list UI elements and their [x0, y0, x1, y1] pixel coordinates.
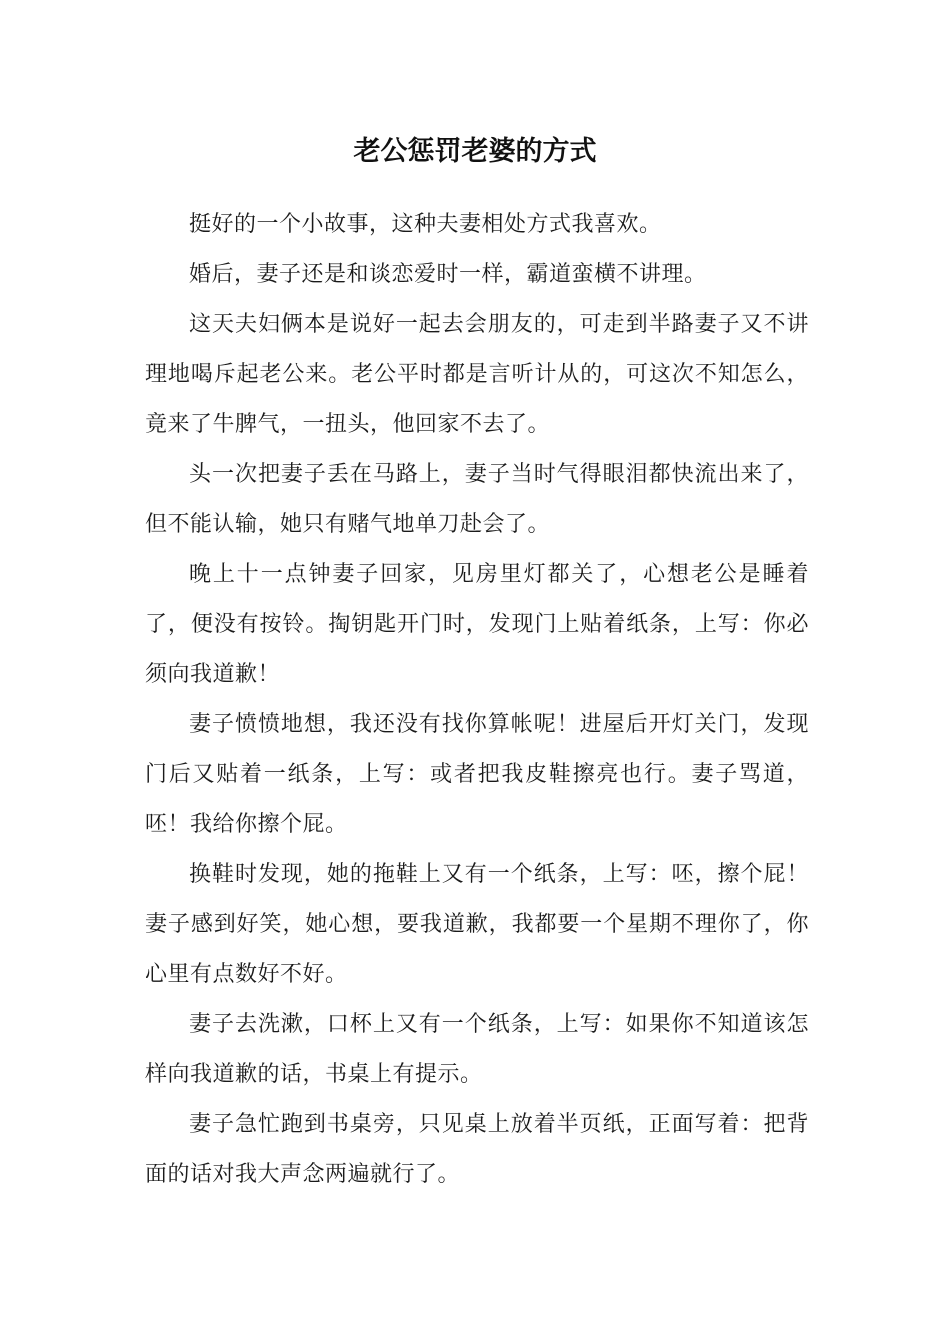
- paragraph: 换鞋时发现，她的拖鞋上又有一个纸条，上写：呸，擦个屁！妻子感到好笑，她心想，要我道歉，我都要一个星期不理你了，你心里有点数好不好。: [145, 862, 809, 987]
- paragraph: 头一次把妻子丢在马路上，妻子当时气得眼泪都快流出来了，但不能认输，她只有赌气地单刀赴会了。: [145, 462, 809, 537]
- paragraph: 妻子急忙跑到书桌旁，只见桌上放着半页纸，正面写着：把背面的话对我大声念两遍就行了。: [145, 1112, 809, 1187]
- paragraph: 妻子去洗漱，口杯上又有一个纸条，上写：如果你不知道该怎样向我道歉的话，书桌上有提示。: [145, 1012, 809, 1087]
- paragraph: 妻子愤愤地想，我还没有找你算帐呢！进屋后开灯关门，发现门后又贴着一纸条，上写：或者把我皮鞋擦亮也行。妻子骂道，呸！我给你擦个屁。: [145, 712, 809, 837]
- paragraph: 晚上十一点钟妻子回家，见房里灯都关了，心想老公是睡着了，便没有按铃。掏钥匙开门时，发现门上贴着纸条，上写：你必须向我道歉！: [145, 562, 809, 687]
- document-body: [145, 200, 809, 1200]
- document-title: 老公惩罚老婆的方式: [353, 136, 597, 167]
- paragraph: 这天夫妇俩本是说好一起去会朋友的，可走到半路妻子又不讲理地喝斥起老公来。老公平时都是言听计从的，可这次不知怎么，竟来了牛脾气，一扭头，他回家不去了。: [145, 312, 809, 437]
- paragraph: 婚后，妻子还是和谈恋爱时一样，霸道蛮横不讲理。: [189, 262, 707, 287]
- paragraph: 挺好的一个小故事，这种夫妻相处方式我喜欢。: [189, 212, 662, 237]
